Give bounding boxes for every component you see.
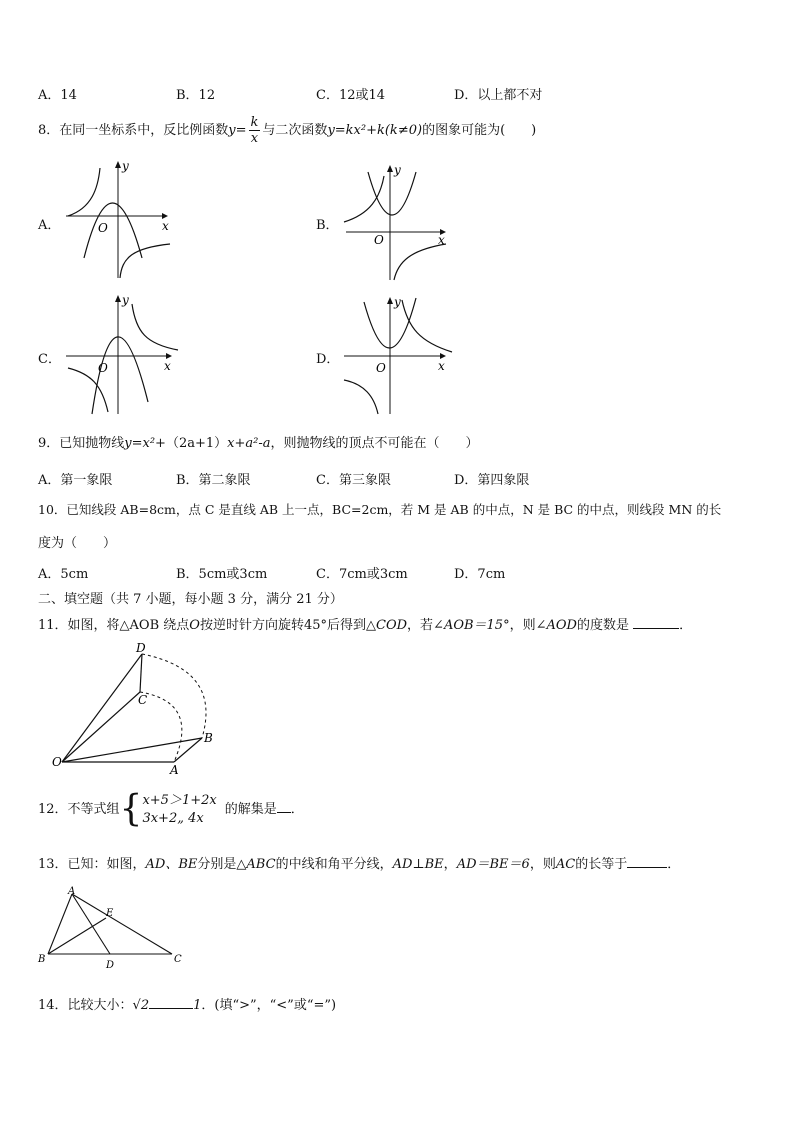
- q8b-y-label: y: [394, 163, 401, 177]
- q11-stem: [38, 614, 766, 633]
- q12-end: ．: [290, 802, 304, 817]
- q13-label-a: A: [68, 886, 76, 897]
- q13-label-c: C: [174, 954, 182, 965]
- q14-pre: 14．比较大小：: [38, 998, 133, 1013]
- q11-answer-blank[interactable]: [633, 628, 679, 629]
- q13-t1: AD、BE: [145, 857, 198, 872]
- q11-label-c: C: [138, 693, 148, 707]
- q8-quad: y=kx²+k(k≠0): [327, 123, 423, 138]
- q8-option-b: B．: [316, 218, 339, 233]
- q13-t4: 的中线和角平分线，: [275, 857, 393, 872]
- q13-t9: AC: [555, 857, 576, 872]
- q10-option-d: D．7cm: [454, 567, 506, 582]
- q13-label-b: B: [38, 954, 46, 965]
- q11-figure: [50, 640, 220, 780]
- q11-mid2: ，若: [407, 618, 434, 633]
- q13-t6: ，: [443, 857, 457, 872]
- q12-system: [142, 792, 216, 828]
- q8c-x-label: x: [164, 359, 171, 373]
- q8d-y-label: y: [394, 295, 401, 309]
- q8-graph-c: [62, 292, 182, 416]
- q14-post: ．(填“>”，“<”或“=”): [201, 998, 337, 1013]
- section2-title: 二、填空题（共 7 小题，每小题 3 分，满分 21 分）: [38, 592, 343, 607]
- q13-t10: 的长等于: [575, 857, 628, 872]
- q13-t7: AD＝BE＝6: [456, 857, 530, 872]
- q11-end: ．: [679, 618, 693, 633]
- q9-option-c: C．第三象限: [316, 473, 391, 488]
- q11-mid3: ，则: [509, 618, 536, 633]
- q7-option-d: D．以上都不对: [454, 88, 543, 103]
- q8-option-c: C．: [38, 352, 61, 367]
- q8b-x-label: x: [438, 233, 445, 247]
- q8a-origin-label: O: [98, 221, 108, 235]
- q14-sqrt: √2: [132, 998, 150, 1013]
- q12-brace: {: [119, 788, 143, 830]
- q13-t8: ，则: [529, 857, 556, 872]
- q14-answer-blank[interactable]: [149, 1008, 193, 1009]
- q13-t3: △ABC: [236, 857, 276, 872]
- q8-fraction: [249, 116, 261, 145]
- q9-option-a: A．第一象限: [38, 473, 113, 488]
- q12-row1: x+5＞1+2x: [142, 792, 217, 808]
- q8-pre: 8．在同一坐标系中，反比例函数: [38, 123, 229, 138]
- q13-label-e: E: [106, 908, 114, 919]
- q8-post: 的图象可能为( ): [422, 123, 537, 138]
- q8d-x-label: x: [438, 359, 445, 373]
- q8c-origin-label: O: [98, 361, 108, 375]
- q8-frac-num: k: [250, 115, 259, 130]
- q14-one: 1: [193, 998, 202, 1013]
- q13-end: ．: [667, 857, 681, 872]
- q7-option-c: C．12或14: [316, 88, 386, 103]
- q12-stem: [38, 790, 766, 830]
- q11-angle1: ∠AOB＝15°: [433, 618, 510, 633]
- q10-line2: 度为（ ）: [38, 536, 117, 551]
- q9-eq2: （2a+1）: [165, 436, 228, 451]
- q12-pre: 12．不等式组: [38, 802, 120, 817]
- q7-option-b: B．12: [176, 88, 216, 103]
- q11-cod: △COD: [366, 618, 408, 633]
- q8a-x-label: x: [162, 219, 169, 233]
- q9-option-d: D．第四象限: [454, 473, 530, 488]
- q11-label-o: O: [52, 755, 62, 769]
- q11-angle2: ∠AOD: [535, 618, 577, 633]
- q10-option-c: C．7cm或3cm: [316, 567, 408, 582]
- q11-pre: 11．如图，将△AOB 绕点: [38, 618, 190, 633]
- q9-eq1: y=x²+: [124, 436, 166, 451]
- q8b-origin-label: O: [374, 233, 384, 247]
- q7-option-a: A．14: [38, 88, 77, 103]
- q12-row2: 3x+2„ 4x: [142, 810, 204, 826]
- q9-option-b: B．第二象限: [176, 473, 251, 488]
- q8-graph-d: [340, 292, 456, 416]
- q9-stem: [38, 432, 766, 451]
- q8a-y-label: y: [122, 159, 129, 173]
- q8-option-a: A．: [38, 218, 61, 233]
- q10-option-b: B．5cm或3cm: [176, 567, 268, 582]
- q14-stem: [38, 994, 766, 1013]
- q8-mid: 与二次函数: [262, 123, 328, 138]
- q13-answer-blank[interactable]: [627, 867, 667, 868]
- q10-option-a: A．5cm: [38, 567, 89, 582]
- q8-frac-den: x: [250, 131, 259, 146]
- q8c-y-label: y: [122, 293, 129, 307]
- q9-eq3: x+a²-a: [227, 436, 271, 451]
- q11-post: 的度数是: [576, 618, 629, 633]
- q13-figure: [36, 884, 186, 968]
- q11-label-b: B: [204, 731, 213, 745]
- q10-line1: 10．已知线段 AB=8cm，点 C 是直线 AB 上一点，BC=2cm，若 M 是 AB 的中点，N 是 BC 的中点，则线段 MN 的长: [38, 502, 722, 517]
- q9-pre: 9．已知抛物线: [38, 436, 125, 451]
- q11-o: O: [189, 618, 200, 633]
- q13-pre: 13．已知：如图，: [38, 857, 146, 872]
- q12-post: 的解集是: [224, 802, 277, 817]
- q11-mid: 按逆时针方向旋转45°后得到: [199, 618, 366, 633]
- q12-answer-blank[interactable]: [277, 812, 291, 813]
- q13-label-d: D: [106, 960, 115, 968]
- q8-option-d: D．: [316, 352, 340, 367]
- q8-graph-a: [62, 158, 174, 282]
- q11-label-a: A: [170, 763, 179, 777]
- q11-label-d: D: [136, 641, 146, 655]
- q13-t5: AD⊥BE: [392, 857, 444, 872]
- q8d-origin-label: O: [376, 361, 386, 375]
- q13-stem: [38, 853, 766, 872]
- q8-y-eq: y=: [228, 123, 247, 138]
- q13-t2: 分别是: [197, 857, 237, 872]
- q9-post: ，则抛物线的顶点不可能在（ ）: [270, 436, 479, 451]
- q8-graph-b: [340, 158, 452, 282]
- q8-stem: [38, 116, 766, 145]
